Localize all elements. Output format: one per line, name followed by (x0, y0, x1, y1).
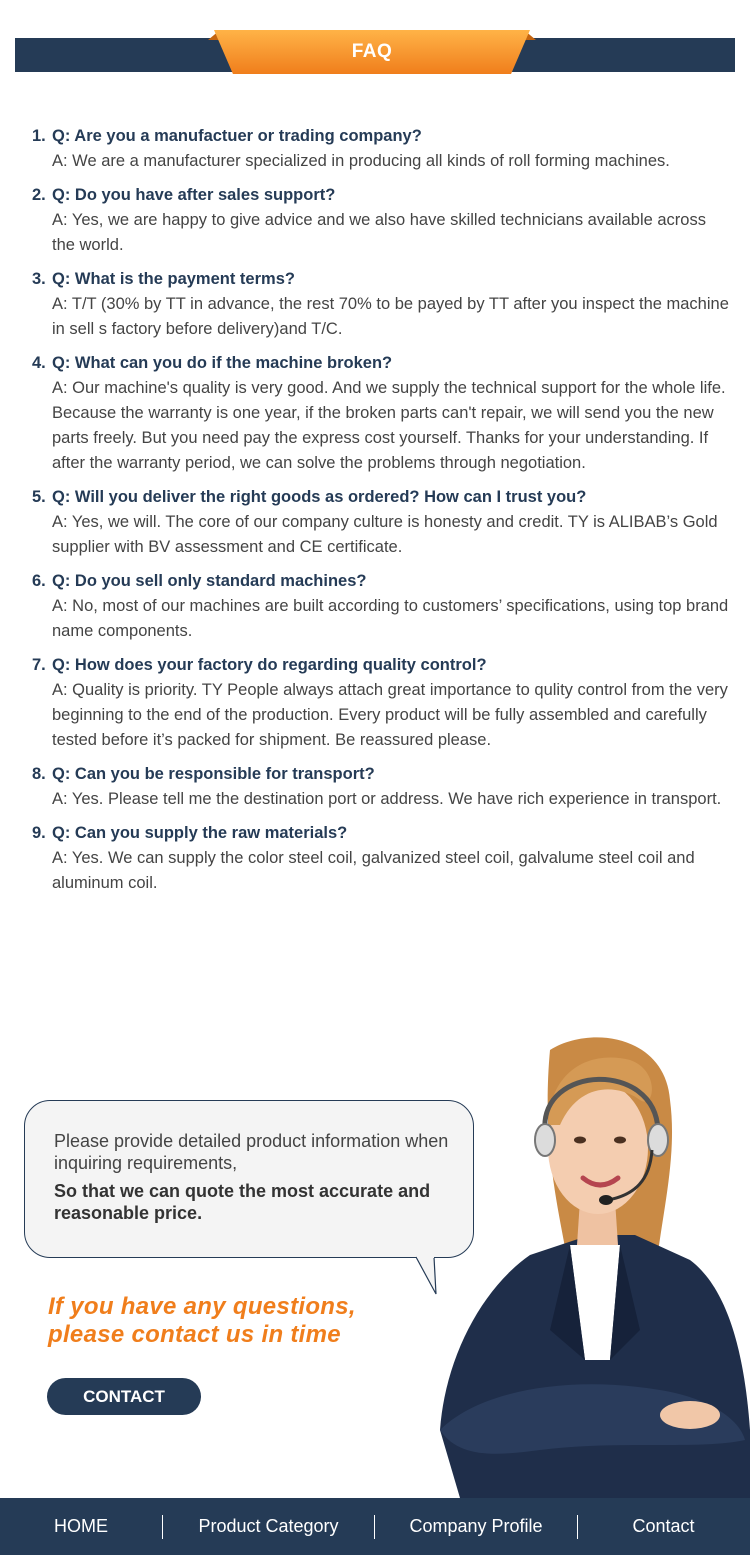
nav-product-category[interactable]: Product Category (198, 1516, 339, 1536)
nav-company-profile[interactable]: Company Profile (409, 1516, 543, 1536)
customer-service-woman-image (420, 1030, 750, 1498)
faq-item (32, 569, 732, 644)
faq-item (32, 762, 732, 812)
faq-number: 7. (32, 656, 46, 674)
faq-question-text: Q: Can you be responsible for transport? (52, 765, 375, 783)
faq-number: 5. (32, 488, 46, 506)
bubble-quote-text: So that we can quote the most accurate and reasonable price. (54, 1181, 431, 1223)
faq-number: 6. (32, 572, 46, 590)
faq-answer: A: Yes. We can supply the color steel coil, galvanized steel coil, galvalume steel coil and aluminum coil. (52, 849, 695, 892)
faq-question (32, 653, 732, 678)
footer-nav (0, 1498, 750, 1555)
faq-item (32, 183, 732, 258)
faq-item (32, 485, 732, 560)
faq-answer: A: Yes. Please tell me the destination port or address. We have rich experience in transport. (52, 790, 722, 808)
faq-question-text: Q: Do you sell only standard machines? (52, 572, 367, 590)
nav-home[interactable]: HOME (54, 1516, 108, 1536)
faq-number: 9. (32, 824, 46, 842)
faq-answer: A: No, most of our machines are built according to customers’ specifications, using top brand name components. (52, 597, 729, 640)
bubble-info-text: Please provide detailed product information when inquiring requirements, (54, 1131, 449, 1173)
faq-question (32, 267, 732, 292)
faq-question-text: Q: Can you supply the raw materials? (52, 824, 348, 842)
faq-answer: A: Our machine's quality is very good. And we supply the technical support for the whole life. Because the warranty is one year, if the broken parts can't repair, we will send you the new parts freely. But you need pay the express cost yourself. Thanks for your understanding. If after the warranty period, we can solve the problems through negotiation. (52, 379, 726, 472)
faq-answer: A: Yes, we are happy to give advice and we also have skilled technicians available across the world. (52, 211, 706, 254)
faq-list (32, 124, 732, 905)
faq-question (32, 762, 732, 787)
faq-item (32, 653, 732, 753)
faq-number: 3. (32, 270, 46, 288)
faq-answer: A: We are a manufacturer specialized in producing all kinds of roll forming machines. (52, 152, 670, 170)
faq-question (32, 485, 732, 510)
cta-heading-line2: please contact us in time (48, 1321, 341, 1348)
faq-answer: A: Quality is priority. TY People always attach great importance to qulity control from the very beginning to the end of the production. Every product will be fully assembled and carefully tested before it’s packed for shipment. Be reassured please. (52, 681, 728, 749)
faq-number: 2. (32, 186, 46, 204)
nav-contact[interactable]: Contact (632, 1516, 695, 1536)
faq-question-text: Q: How does your factory do regarding quality control? (52, 656, 487, 674)
faq-question (32, 124, 732, 149)
faq-item (32, 821, 732, 896)
faq-item (32, 267, 732, 342)
faq-question (32, 569, 732, 594)
faq-item (32, 351, 732, 476)
faq-question-text: Q: What can you do if the machine broken? (52, 354, 393, 372)
faq-question-text: Q: Will you deliver the right goods as ordered? How can I trust you? (52, 488, 587, 506)
faq-question (32, 351, 732, 376)
speech-bubble (24, 1100, 474, 1258)
faq-question (32, 821, 732, 846)
contact-button[interactable]: CONTACT (47, 1378, 201, 1415)
faq-question-text: Q: Do you have after sales support? (52, 186, 336, 204)
faq-answer: A: T/T (30% by TT in advance, the rest 70% to be payed by TT after you inspect the machine in sell s factory before delivery)and T/C. (52, 295, 729, 338)
faq-number: 1. (32, 127, 46, 145)
page-title: FAQ (351, 41, 393, 62)
faq-item (32, 124, 732, 174)
faq-number: 8. (32, 765, 46, 783)
cta-heading-line1: If you have any questions, (48, 1293, 356, 1320)
faq-question (32, 183, 732, 208)
faq-number: 4. (32, 354, 46, 372)
faq-question-text: Q: Are you a manufactuer or trading company? (52, 127, 422, 145)
faq-question-text: Q: What is the payment terms? (52, 270, 295, 288)
faq-answer: A: Yes, we will. The core of our company culture is honesty and credit. TY is ALIBAB’s Gold supplier with BV assessment and CE certificate. (52, 513, 718, 556)
